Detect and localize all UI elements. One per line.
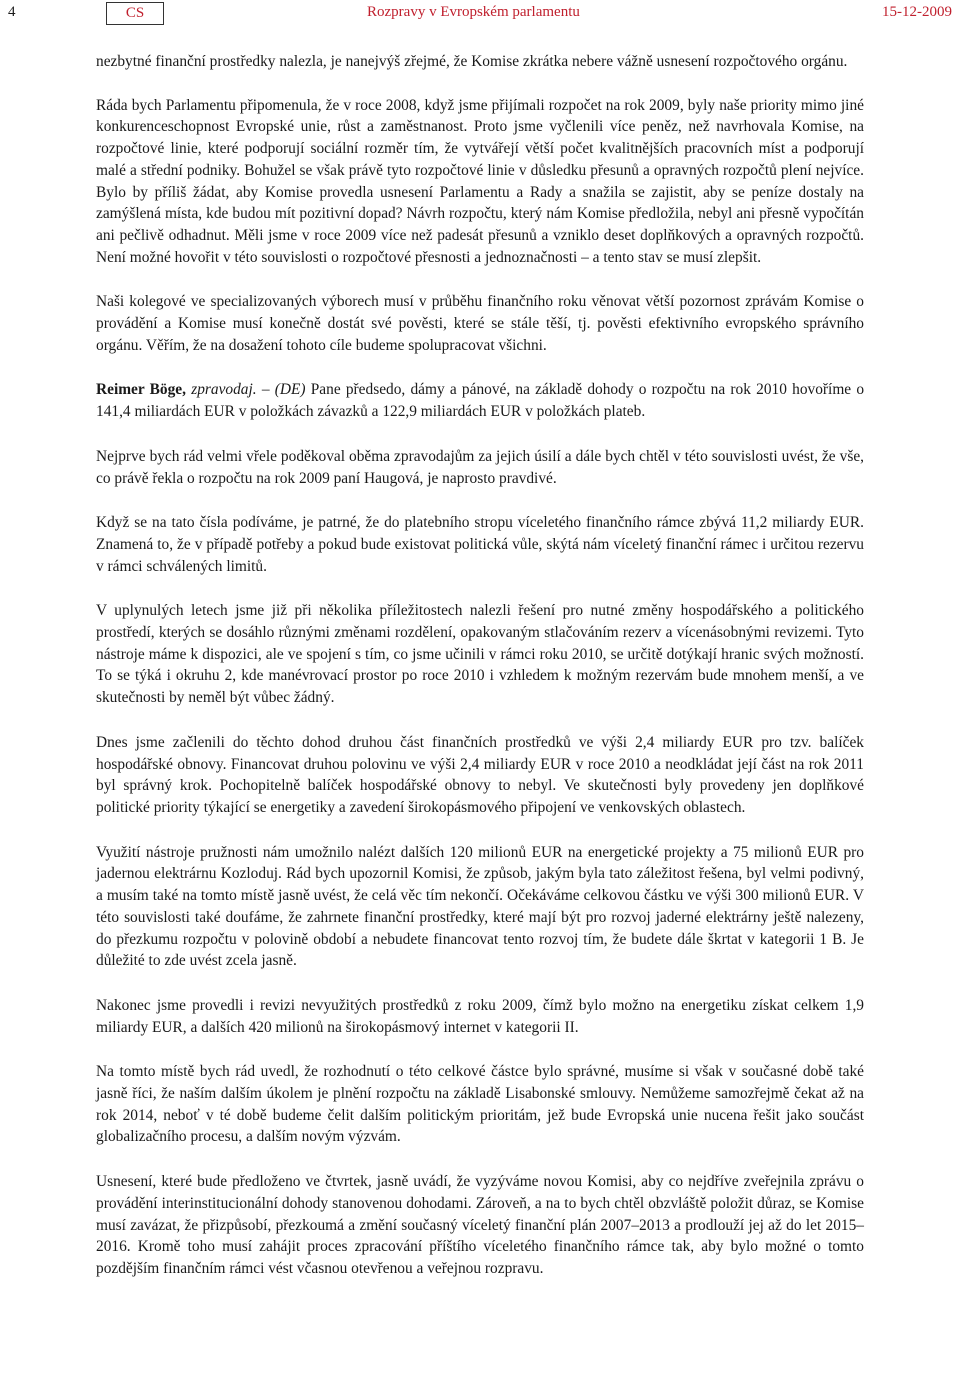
document-body bbox=[96, 51, 864, 1303]
speech-text: Pane předsedo, dámy a pánové, na základě dohody o rozpočtu na rok 2010 hovoříme o 141,4 miliardách EUR v položkách závazků a 122,9 miliardách EUR v položkách plateb. bbox=[96, 381, 865, 421]
paragraph: Naši kolegové ve specializovaných výborech musí v průběhu finančního roku věnovat větší pozornost zprávám Komise o provádění a Komise musí konečně dostát své pověsti, které se stále těší, tj. pověsti efektivního evropského správního orgánu. Věřím, že na dosažení tohoto cíle budeme spolupracovat všichni. bbox=[96, 293, 864, 354]
paragraph: Nejprve bych rád velmi vřele poděkoval oběma zpravodajům za jejich úsilí a dále bych chtěl v této souvislosti uvést, že vše, co právě řekla o rozpočtu na rok 2009 paní Haugová, je naprosto pravdivé. bbox=[96, 447, 864, 487]
paragraph: Na tomto místě bych rád uvedl, že rozhodnutí o této celkové částce bylo správné, musíme si však v současné době také jasně říci, že naším dalším úkolem je plnění rozpočtu na základě Lisabonské smlouvy. Nemůžeme samozřejmě čekat až na rok 2014, neboť v té době budeme čelit dalším politickým prioritám, jež bude Evropská unie nucena řešit jako součást globalizačního procesu, a dalším novým výzvám. bbox=[96, 1063, 864, 1146]
speech-dash: – bbox=[256, 381, 275, 399]
speaker-name: Reimer Böge, bbox=[96, 381, 186, 399]
language-badge: CS bbox=[106, 2, 164, 25]
speaker-role: zpravodaj. bbox=[191, 381, 257, 399]
paragraph: Usnesení, které bude předloženo ve čtvrtek, jasně uvádí, že vyzýváme novou Komisi, aby co nejdříve zveřejnila zprávu o provádění interinstitucionální dohody stanovenou dohodami. Zároveň, a na to bych chtěl obzvláště položit důraz, se Komise musí zavázat, že přizpůsobí, přezkoumá a změní současný víceletý finanční plán 2007–2013 a prodlouží jej až do let 2015–2016. Kromě toho musí zahájit proces zpracování příštího víceletého finančního rámce tak, aby bylo možné o tomto pozdějším finančním rámci vést včasnou otevřenou a veřejnou rozpravu. bbox=[96, 1173, 864, 1277]
page-number: 4 bbox=[8, 4, 16, 20]
paragraph: Ráda bych Parlamentu připomenula, že v roce 2008, když jsme přijímali rozpočet na rok 2009, byly naše priority mimo jiné konkurenceschopnost Evropské unie, růst a zaměstnanost. Proto jsme vyčlenili více peněz, než navrhovala Komise, na rozpočtové linie, které podporují sociální rozměr tím, že vytvářejí větší počet kvalitnějších pracovních míst a podporují malé a střední podniky. Bohužel se však právě tyto rozpočtové linie v důsledku přesunů a opravných rozpočtů plení nejvíce. Bylo by příliš žádat, aby Komise provedla usnesení Parlamentu a Rady a snažila se zajistit, aby se peníze dostaly na zamýšlená místa, kde budou mít pozitivní dopad? Návrh rozpočtu, který nám Komise předložila, nebyl ani přesně vypočítán ani pečlivě odhadnut. Měli jsme v roce 2009 více než padesát přesunů a vzniklo deset doplňkových a opravných rozpočtů. Není možné hovořit v této souvislosti o rozpočtové přesnosti a jednoznačnosti – a tento stav se musí zlepšit. bbox=[96, 96, 864, 266]
publication-date: 15-12-2009 bbox=[882, 4, 952, 20]
paragraph: V uplynulých letech jsme již při několika příležitostech nalezli řešení pro nutné změny hospodářského a politického prostředí, kterých se dosáhlo různými změnami rozdělení, opakovaným stlačováním rezerv a vícenásobnými revizemi. Tyto nástroje máme k dispozici, ale ve spojení s tím, co jsme učinili v rámci roku 2010, se určitě dotýkají hranic svých možností. To se týká i okruhu 2, kde manévrovací prostor po roce 2010 i vzhledem k možným rezervám bude mnohem menší, a ve skutečnosti by neměl být vůbec žádný. bbox=[96, 602, 864, 707]
publication-title: Rozpravy v Evropském parlamentu bbox=[367, 4, 580, 20]
speech-paragraph bbox=[96, 379, 864, 422]
speech-language: (DE) bbox=[274, 381, 306, 399]
paragraph: Nakonec jsme provedli i revizi nevyužitých prostředků z roku 2009, čímž bylo možno na energetiku získat celkem 1,9 miliardy EUR, a dalších 420 milionů na širokopásmový internet v kategorii II. bbox=[96, 996, 864, 1036]
paragraph: nezbytné finanční prostředky nalezla, je nanejvýš zřejmé, že Komise zkrátka nebere vážně usnesení rozpočtového orgánu. bbox=[96, 53, 848, 70]
paragraph: Dnes jsme začlenili do těchto dohod druhou část finančních prostředků ve výši 2,4 miliardy EUR pro tzv. balíček hospodářské obnovy. Financovat druhou polovinu ve výši 2,4 miliardy EUR v roce 2010 a neodkládat její část na rok 2011 byl správný krok. Pochopitelně balíček hospodářské obnovy to nebyl. Ve skutečnosti byly provedeny jen doplňkové politické priority týkající se energetiky a zavedení širokopásmového připojení ve venkovských oblastech. bbox=[96, 733, 864, 816]
paragraph: Využití nástroje pružnosti nám umožnilo nalézt dalších 120 milionů EUR na energetické projekty a 75 milionů EUR pro jadernou elektrárnu Kozloduj. Rád bych upozornil Komisi, že způsob, jakým byla tato záležitost řešena, byl velmi podivný, a musím také na tomto místě jasně uvést, že celá věc tím nekončí. Očekáváme celkovou částku ve výši 300 milionů EUR. V této souvislosti také doufáme, že zahrnete finanční prostředky, které mají být pro rozvoj jaderné elektrárny ještě nalezeny, do přezkumu rozpočtu v polovině období a nebudete financovat tento rozvoj tím, že budete dále škrtat v kategorii 1 B. Je důležité to zde uvést zcela jasně. bbox=[96, 843, 864, 970]
page-header bbox=[0, 0, 960, 28]
paragraph: Když se na tato čísla podíváme, je patrné, že do platebního stropu víceletého finančního rámce zbývá 11,2 miliardy EUR. Znamená to, že v případě potřeby a pokud bude existovat politická vůle, skýtá nám víceletý finanční rámec i určitou rezervu v rámci schválených limitů. bbox=[96, 514, 864, 575]
